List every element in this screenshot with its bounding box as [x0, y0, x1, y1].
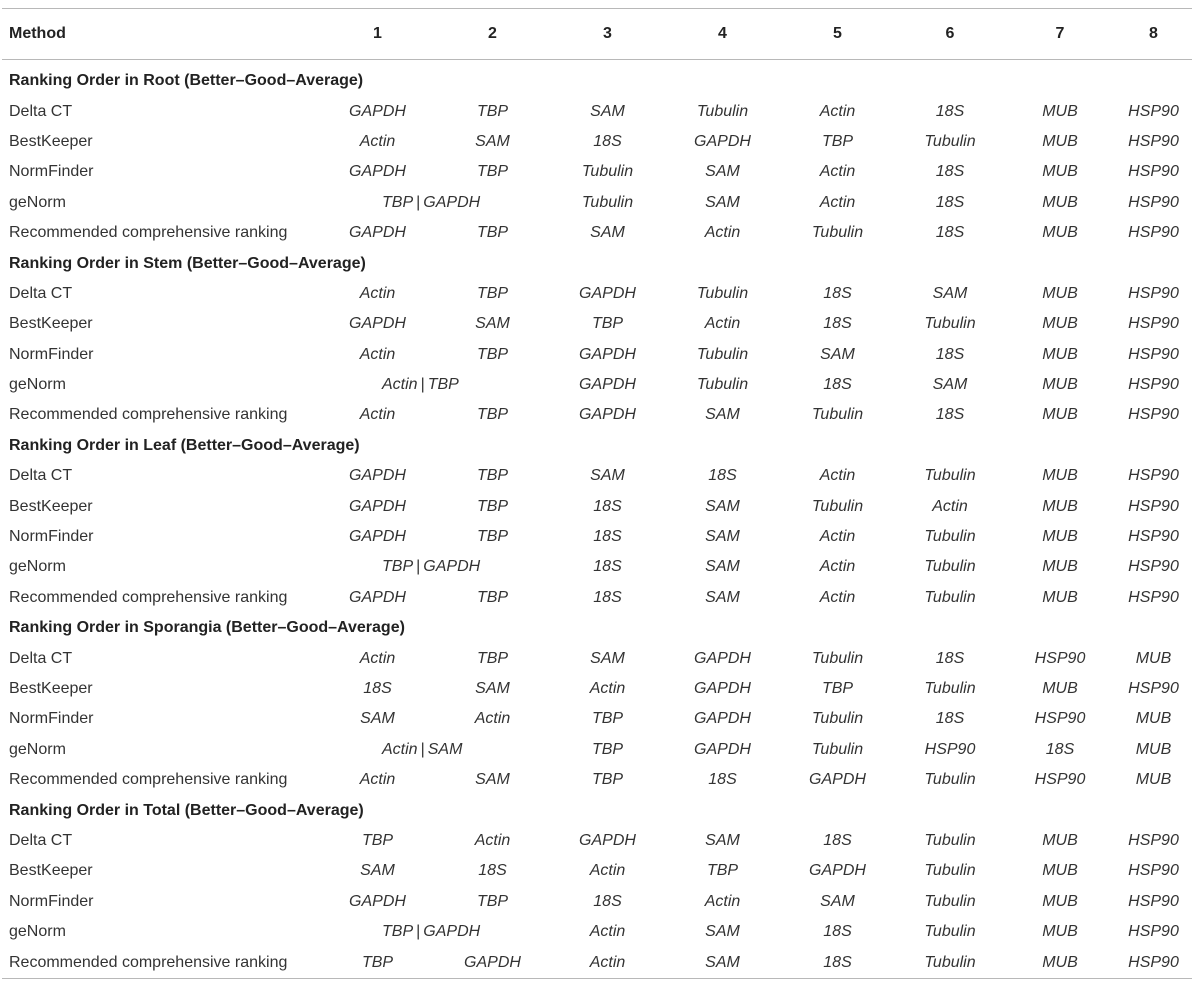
gene-rank-cell: SAM [475, 771, 510, 789]
gene-rank-cell: SAM [705, 406, 740, 424]
gene-rank-cell: Actin [359, 284, 396, 302]
method-name-cell: BestKeeper [9, 862, 93, 880]
gene-rank-cell: MUB [1042, 497, 1078, 515]
section-header-row [2, 60, 1192, 97]
gene-rank-cell: 18S [708, 467, 737, 485]
method-name-cell: Delta CT [9, 102, 73, 120]
gene-rank-cell: 18S [935, 102, 965, 120]
gene-rank-cell: HSP90 [1128, 467, 1179, 485]
table-row [2, 157, 1192, 187]
method-name-cell: Delta CT [9, 467, 73, 485]
gene-rank-cell: GAPDH [349, 315, 406, 333]
column-header-3: 3 [603, 25, 612, 42]
gene-rank-cell: 18S [823, 953, 852, 971]
gene-rank-cell: MUB [1042, 892, 1078, 910]
gene-rank-cell: GAPDH [464, 953, 521, 971]
gene-rank-cell: Actin [474, 831, 511, 849]
table-row [2, 340, 1192, 370]
gene-rank-cell: MUB [1042, 558, 1078, 576]
gene-rank-cell: TBP [476, 284, 509, 302]
section-title: Ranking Order in Leaf (Better–Good–Average) [9, 436, 360, 454]
gene-rank-cell: Tubulin [811, 406, 864, 424]
gene-rank-cell: TBP [476, 345, 509, 363]
gene-rank-cell: Tubulin [811, 710, 864, 728]
gene-rank-cell: SAM [932, 376, 968, 394]
gene-rank-cell: MUB [1042, 345, 1078, 363]
gene-name: GAPDH [423, 558, 481, 576]
table-row [2, 96, 1192, 126]
gene-rank-cell: Actin [359, 345, 396, 363]
gene-name: GAPDH [423, 193, 481, 211]
gene-rank-cell: GAPDH [694, 710, 751, 728]
column-header-4: 4 [718, 25, 727, 42]
method-name-cell: NormFinder [9, 528, 94, 546]
gene-rank-cell: HSP90 [1128, 345, 1179, 363]
gene-name: TBP [427, 376, 459, 394]
gene-rank-cell: 18S [823, 315, 852, 333]
gene-rank-cell: Actin [359, 132, 396, 150]
gene-rank-cell: Tubulin [924, 771, 976, 789]
gene-rank-cell: Tubulin [924, 467, 976, 485]
gene-name: Actin [382, 376, 418, 394]
method-name-cell: BestKeeper [9, 315, 93, 333]
gene-rank-cell: Tubulin [811, 649, 864, 667]
gene-rank-cell: MUB [1042, 467, 1078, 485]
gene-rank-cell: Tubulin [924, 862, 976, 880]
gene-rank-cell: HSP90 [1128, 224, 1179, 242]
pair-separator: | [416, 923, 421, 941]
gene-rank-cell: 18S [935, 406, 965, 424]
section-header-row [2, 431, 1192, 461]
gene-name: GAPDH [423, 923, 481, 941]
gene-name: TBP [382, 923, 414, 941]
gene-rank-cell: TBP [706, 862, 739, 880]
gene-rank-cell: SAM [820, 345, 855, 363]
column-header-1: 1 [373, 25, 382, 42]
gene-rank-cell: MUB [1042, 102, 1078, 120]
column-header-7: 7 [1055, 25, 1065, 42]
gene-rank-cell: Actin [819, 102, 856, 120]
gene-rank-cell: Tubulin [924, 831, 976, 849]
gene-rank-cell: 18S [823, 831, 852, 849]
gene-rank-cell: HSP90 [1128, 923, 1179, 941]
gene-rank-cell: Tubulin [924, 315, 976, 333]
gene-rank-cell: Actin [819, 193, 856, 211]
gene-rank-cell: GAPDH [349, 224, 406, 242]
gene-rank-cell: GAPDH [579, 345, 636, 363]
gene-rank-cell: HSP90 [1128, 163, 1179, 181]
method-name-cell: geNorm [9, 923, 66, 941]
gene-rank-cell: SAM [475, 315, 510, 333]
gene-rank-cell: Tubulin [924, 923, 976, 941]
gene-rank-cell: HSP90 [1128, 497, 1179, 515]
section-title: Ranking Order in Total (Better–Good–Average) [9, 801, 364, 819]
method-name-cell: BestKeeper [9, 132, 93, 150]
gene-rank-cell: TBP [476, 163, 509, 181]
gene-rank-cell: Actin [819, 528, 856, 546]
gene-rank-cell: 18S [478, 862, 507, 880]
gene-rank-cell: SAM [590, 224, 625, 242]
gene-rank-cell: Actin [704, 315, 741, 333]
gene-name: TBP [382, 193, 414, 211]
gene-rank-cell: SAM [705, 953, 740, 971]
gene-name: TBP [382, 558, 414, 576]
gene-rank-cell: GAPDH [694, 649, 751, 667]
gene-name: SAM [427, 740, 463, 758]
method-name-cell: NormFinder [9, 710, 94, 728]
gene-rank-cell: Actin [819, 163, 856, 181]
table-row [2, 127, 1192, 157]
table-row [2, 552, 1192, 582]
table-row [2, 370, 1192, 400]
gene-rank-cell: 18S [593, 892, 622, 910]
gene-rank-cell: SAM [475, 680, 510, 697]
gene-rank-cell: Tubulin [811, 740, 864, 758]
gene-rank-cell: TBP [821, 132, 854, 150]
gene-rank-cell: Tubulin [581, 163, 634, 181]
gene-rank-cell: HSP90 [1128, 831, 1179, 849]
gene-rank-cell: TBP [821, 680, 854, 697]
gene-rank-cell: Tubulin [581, 193, 634, 211]
gene-rank-cell: 18S [935, 345, 965, 363]
gene-rank-cell: MUB [1042, 953, 1078, 971]
gene-rank-cell: TBP [361, 953, 394, 971]
gene-rank-cell: HSP90 [1128, 588, 1179, 606]
gene-rank-cell: SAM [820, 892, 855, 910]
gene-rank-cell: 18S [593, 528, 622, 546]
gene-rank-cell: TBP [476, 497, 509, 515]
gene-rank-cell: HSP90 [924, 740, 976, 758]
gene-rank-cell: Actin [819, 588, 856, 606]
gene-rank-cell: HSP90 [1034, 771, 1086, 789]
gene-rank-cell: GAPDH [694, 740, 751, 758]
section-title: Ranking Order in Sporangia (Better–Good–Average) [9, 619, 405, 637]
table-row [2, 400, 1192, 430]
gene-rank-cell: MUB [1042, 680, 1078, 697]
table-row [2, 643, 1192, 673]
method-name-cell: geNorm [9, 376, 66, 394]
ranking-table [2, 8, 1192, 979]
gene-rank-cell: 18S [823, 284, 852, 302]
gene-rank-cell: Tubulin [924, 528, 976, 546]
table-row [2, 279, 1192, 309]
gene-rank-cell: Tubulin [924, 953, 976, 971]
gene-rank-cell: HSP90 [1128, 862, 1179, 880]
method-name-cell: NormFinder [9, 345, 94, 363]
gene-rank-cell: TBP [476, 406, 509, 424]
gene-rank-cell: HSP90 [1034, 649, 1086, 667]
table-row [2, 674, 1192, 704]
gene-rank-cell: Actin [589, 680, 626, 697]
gene-rank-cell: HSP90 [1128, 406, 1179, 424]
gene-rank-cell: MUB [1042, 284, 1078, 302]
table-row [2, 856, 1192, 886]
pair-separator: | [420, 740, 425, 758]
ranking-table-container [0, 8, 1200, 979]
gene-rank-cell: Actin [359, 406, 396, 424]
gene-rank-cell: MUB [1042, 163, 1078, 181]
gene-rank-cell: 18S [593, 497, 622, 515]
gene-rank-cell: GAPDH [809, 771, 866, 789]
gene-rank-cell: SAM [932, 284, 968, 302]
gene-rank-cell: GAPDH [349, 588, 406, 606]
gene-rank-cell: MUB [1042, 406, 1078, 424]
gene-rank-cell: 18S [363, 680, 392, 697]
gene-rank-cell: Actin [359, 649, 396, 667]
gene-rank-cell: Tubulin [696, 376, 749, 394]
gene-rank-cell: Actin [589, 862, 626, 880]
table-row [2, 704, 1192, 734]
gene-rank-cell: TBP [476, 649, 509, 667]
gene-rank-cell: Tubulin [696, 102, 749, 120]
gene-rank-cell: GAPDH [349, 467, 406, 485]
gene-rank-cell: Actin [704, 224, 741, 242]
gene-rank-cell: MUB [1042, 132, 1078, 150]
gene-rank-cell: MUB [1042, 376, 1078, 394]
gene-rank-cell: SAM [360, 710, 395, 728]
gene-rank-cell: TBP [591, 315, 624, 333]
gene-rank-cell: Tubulin [811, 497, 864, 515]
gene-rank-cell: HSP90 [1128, 102, 1179, 120]
gene-rank-cell: TBP [476, 528, 509, 546]
gene-rank-cell: 18S [935, 193, 965, 211]
gene-rank-cell: MUB [1135, 771, 1172, 789]
gene-name: Actin [382, 740, 418, 758]
gene-rank-cell: HSP90 [1128, 284, 1179, 302]
gene-rank-cell: HSP90 [1128, 193, 1179, 211]
table-row [2, 947, 1192, 978]
section-header-row [2, 613, 1192, 643]
gene-rank-cell: GAPDH [579, 284, 636, 302]
gene-rank-cell: SAM [590, 102, 625, 120]
gene-rank-cell: 18S [593, 588, 622, 606]
gene-rank-cell: Tubulin [924, 588, 976, 606]
method-name-cell: Recommended comprehensive ranking [9, 406, 288, 424]
gene-rank-cell: GAPDH [694, 680, 751, 697]
method-name-cell: BestKeeper [9, 680, 93, 697]
gene-rank-cell: SAM [705, 588, 740, 606]
gene-rank-cell: HSP90 [1128, 953, 1179, 971]
table-row [2, 491, 1192, 521]
gene-rank-cell: MUB [1042, 923, 1078, 941]
gene-rank-cell: SAM [705, 831, 740, 849]
paired-gene-cell [320, 188, 550, 218]
gene-rank-cell: 18S [708, 771, 737, 789]
table-row [2, 218, 1192, 248]
paired-gene-cell [320, 735, 550, 765]
gene-rank-cell: SAM [475, 132, 510, 150]
gene-rank-cell: HSP90 [1128, 315, 1179, 333]
gene-rank-cell: Actin [359, 771, 396, 789]
gene-rank-cell: GAPDH [349, 163, 406, 181]
gene-rank-cell: 18S [823, 923, 852, 941]
column-header-8: 8 [1149, 25, 1158, 42]
section-header-row [2, 248, 1192, 278]
gene-rank-cell: SAM [590, 649, 625, 667]
gene-rank-cell: Tubulin [924, 132, 976, 150]
table-row [2, 522, 1192, 552]
gene-rank-cell: HSP90 [1034, 710, 1086, 728]
table-row [2, 887, 1192, 917]
gene-rank-cell: 18S [935, 649, 965, 667]
gene-rank-cell: Tubulin [924, 892, 976, 910]
gene-rank-cell: GAPDH [579, 831, 636, 849]
gene-rank-cell: TBP [476, 102, 509, 120]
column-header-6: 6 [945, 25, 955, 42]
method-name-cell: Recommended comprehensive ranking [9, 224, 288, 242]
gene-rank-cell: 18S [1045, 740, 1075, 758]
gene-rank-cell: MUB [1042, 831, 1078, 849]
gene-rank-cell: MUB [1135, 710, 1172, 728]
gene-rank-cell: SAM [705, 193, 740, 211]
gene-rank-cell: HSP90 [1128, 892, 1179, 910]
table-row [2, 917, 1192, 947]
method-name-cell: geNorm [9, 193, 66, 211]
gene-rank-cell: MUB [1042, 224, 1078, 242]
gene-rank-cell: HSP90 [1128, 528, 1179, 546]
gene-rank-cell: TBP [591, 771, 624, 789]
gene-rank-cell: TBP [361, 831, 394, 849]
gene-rank-cell: 18S [823, 376, 852, 394]
gene-rank-cell: GAPDH [349, 528, 406, 546]
method-name-cell: Recommended comprehensive ranking [9, 771, 288, 789]
gene-rank-cell: 18S [935, 163, 965, 181]
gene-rank-cell: Tubulin [811, 224, 864, 242]
pair-separator: | [416, 558, 421, 576]
gene-rank-cell: TBP [476, 892, 509, 910]
column-header-2: 2 [488, 25, 497, 42]
gene-rank-cell: SAM [590, 467, 625, 485]
gene-rank-cell: TBP [591, 740, 624, 758]
gene-rank-cell: SAM [705, 163, 740, 181]
column-header-method: Method [9, 25, 66, 42]
gene-rank-cell: HSP90 [1128, 132, 1179, 150]
method-name-cell: NormFinder [9, 892, 94, 910]
gene-rank-cell: GAPDH [349, 497, 406, 515]
section-title: Ranking Order in Root (Better–Good–Average) [9, 72, 364, 90]
table-header-row [2, 9, 1192, 60]
method-name-cell: geNorm [9, 558, 66, 576]
gene-rank-cell: 18S [935, 224, 965, 242]
method-name-cell: Delta CT [9, 831, 73, 849]
table-body [2, 60, 1192, 979]
paired-gene-cell [320, 917, 550, 947]
column-header-5: 5 [833, 25, 842, 42]
gene-rank-cell: Tubulin [696, 345, 749, 363]
gene-rank-cell: SAM [705, 497, 740, 515]
gene-rank-cell: MUB [1042, 588, 1078, 606]
table-row [2, 735, 1192, 765]
gene-rank-cell: GAPDH [579, 376, 636, 394]
gene-rank-cell: 18S [593, 558, 622, 576]
gene-rank-cell: Actin [819, 467, 856, 485]
gene-rank-cell: Tubulin [924, 558, 976, 576]
gene-rank-cell: MUB [1135, 649, 1172, 667]
paired-gene-cell [320, 370, 550, 400]
method-name-cell: BestKeeper [9, 497, 93, 515]
gene-rank-cell: MUB [1042, 528, 1078, 546]
gene-rank-cell: MUB [1135, 740, 1172, 758]
gene-rank-cell: HSP90 [1128, 376, 1179, 394]
gene-rank-cell: GAPDH [349, 892, 406, 910]
gene-rank-cell: MUB [1042, 315, 1078, 333]
method-name-cell: Delta CT [9, 649, 73, 667]
gene-rank-cell: Actin [589, 923, 626, 941]
gene-rank-cell: MUB [1042, 193, 1078, 211]
gene-rank-cell: Actin [819, 558, 856, 576]
gene-rank-cell: Actin [704, 892, 741, 910]
gene-rank-cell: GAPDH [694, 132, 751, 150]
method-name-cell: Recommended comprehensive ranking [9, 953, 288, 971]
gene-rank-cell: SAM [360, 862, 395, 880]
gene-rank-cell: HSP90 [1128, 558, 1179, 576]
gene-rank-cell: 18S [935, 710, 965, 728]
gene-rank-cell: SAM [705, 528, 740, 546]
table-row [2, 188, 1192, 218]
gene-rank-cell: SAM [705, 558, 740, 576]
section-title: Ranking Order in Stem (Better–Good–Average) [9, 254, 366, 272]
gene-rank-cell: 18S [593, 132, 622, 150]
table-row [2, 826, 1192, 856]
section-header-row [2, 795, 1192, 825]
gene-rank-cell: Actin [474, 710, 511, 728]
method-name-cell: geNorm [9, 740, 66, 758]
gene-rank-cell: TBP [476, 224, 509, 242]
gene-rank-cell: Tubulin [696, 284, 749, 302]
gene-rank-cell: TBP [476, 467, 509, 485]
gene-rank-cell: GAPDH [349, 102, 406, 120]
gene-rank-cell: TBP [476, 588, 509, 606]
paired-gene-cell [320, 552, 550, 582]
pair-separator: | [420, 376, 425, 394]
gene-rank-cell: SAM [705, 923, 740, 941]
table-row [2, 309, 1192, 339]
gene-rank-cell: HSP90 [1128, 680, 1179, 697]
gene-rank-cell: Actin [932, 497, 968, 515]
method-name-cell: Delta CT [9, 284, 73, 302]
table-row [2, 765, 1192, 795]
gene-rank-cell: GAPDH [579, 406, 636, 424]
method-name-cell: Recommended comprehensive ranking [9, 588, 288, 606]
table-row [2, 461, 1192, 491]
gene-rank-cell: TBP [591, 710, 624, 728]
pair-separator: | [416, 193, 421, 211]
table-row [2, 583, 1192, 613]
gene-rank-cell: Tubulin [924, 680, 976, 697]
method-name-cell: NormFinder [9, 163, 94, 181]
gene-rank-cell: Actin [589, 953, 626, 971]
gene-rank-cell: MUB [1042, 862, 1078, 880]
gene-rank-cell: GAPDH [809, 862, 866, 880]
